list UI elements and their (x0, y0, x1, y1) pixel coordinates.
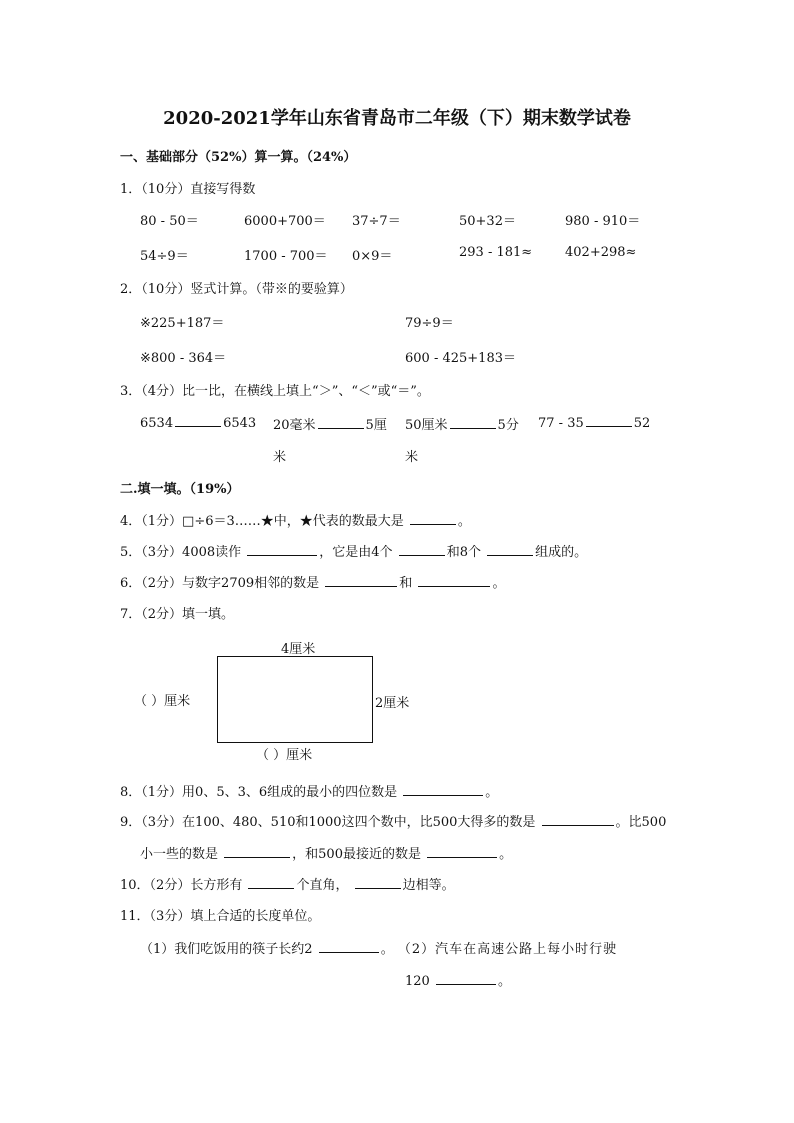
q3-d-right: 52 (633, 416, 651, 431)
answer-blank[interactable] (248, 876, 294, 889)
q8-text: 8．（1分）用0、5、3、6组成的最小的四位数是 (120, 785, 398, 800)
answer-blank[interactable] (450, 416, 496, 429)
q1-item: 0×9＝ (352, 249, 393, 264)
section-heading-1: 一、基础部分（52%）算一算。（24%） (120, 150, 357, 165)
q10-text-b: 个直角， (296, 878, 349, 893)
question-11-heading: 11．（3分）填上合适的长度单位。 (120, 909, 321, 924)
question-6 (120, 572, 505, 591)
q11-part-2: （2）汽车在高速公路上每小时行驶 (397, 942, 618, 957)
q6-end: 。 (492, 576, 506, 591)
q6-text-a: 6．（2分）与数字2709相邻的数是 (120, 576, 320, 591)
answer-blank[interactable] (487, 543, 533, 556)
q9-text-a: 9．（3分）在100、480、510和1000这四个数中，比500大得多的数是 (120, 815, 536, 830)
answer-blank[interactable] (355, 876, 401, 889)
q10-text-c: 边相等。 (402, 878, 455, 893)
question-3-heading: 3．（4分）比一比，在横线上填上“＞”、“＜”或“＝”。 (120, 384, 430, 399)
q3-compare-c (405, 414, 519, 433)
q2-item: ※225+187＝ (140, 316, 225, 331)
section-heading-2: 二.填一填。（19%） (120, 482, 240, 497)
q5-text-c: 和8个 (446, 545, 481, 560)
question-1-heading: 1．（10分）直接写得数 (120, 182, 256, 197)
q3-b-left: 20毫米 (273, 418, 316, 433)
answer-blank[interactable] (436, 972, 496, 985)
q9-text-b: 。比500 (615, 815, 667, 830)
q3-b-right: 5厘 (365, 418, 387, 433)
q3-compare-d (538, 414, 650, 431)
question-5 (120, 541, 587, 560)
answer-blank[interactable] (319, 940, 379, 953)
rect-bottom-label: （ ）厘米 (256, 748, 313, 763)
q1-item: 37÷7＝ (352, 214, 401, 229)
question-11-line-2 (405, 970, 511, 989)
q11-part-1-end: 。 (380, 942, 394, 957)
q3-c-left: 50厘米 (405, 418, 448, 433)
question-9-line-2 (140, 843, 512, 862)
q5-text-d: 组成的。 (535, 545, 588, 560)
q3-compare-b (273, 414, 387, 433)
q3-d-left: 77 - 35 (538, 416, 584, 431)
q9-text-c: 小一些的数是 (140, 847, 219, 862)
question-9-line-1 (120, 811, 666, 830)
answer-blank[interactable] (403, 783, 483, 796)
answer-blank[interactable] (224, 845, 290, 858)
q2-item: 79÷9＝ (405, 316, 454, 331)
question-2-heading: 2．（10分）竖式计算。（带※的要验算） (120, 282, 353, 297)
q10-text-a: 10．（2分）长方形有 (120, 878, 243, 893)
q1-item: 980 - 910＝ (565, 214, 641, 229)
answer-blank[interactable] (399, 543, 445, 556)
q1-item: 80 - 50＝ (140, 214, 199, 229)
q1-item: 293 - 181≈ (459, 245, 533, 260)
q2-item: ※800 - 364＝ (140, 351, 227, 366)
q3-unit-wrap: 米 (273, 450, 287, 465)
rect-top-label: 4厘米 (281, 642, 316, 657)
q11-part-3-end: 。 (497, 974, 511, 989)
question-8 (120, 781, 498, 800)
q3-a-left: 6534 (140, 416, 174, 431)
q1-item: 1700 - 700＝ (244, 249, 328, 264)
question-11-line-1 (140, 938, 617, 957)
question-7-heading: 7．（2分）填一填。 (120, 607, 235, 622)
q3-c-right: 5分 (497, 418, 519, 433)
answer-blank[interactable] (410, 512, 456, 525)
q8-end: 。 (485, 785, 499, 800)
q3-a-right: 6543 (223, 416, 257, 431)
q5-text-a: 5．（3分）4008读作 (120, 545, 242, 560)
answer-blank[interactable] (175, 414, 221, 427)
rectangle-figure (217, 656, 373, 743)
q2-item: 600 - 425+183＝ (405, 351, 516, 366)
q11-part-1: （1）我们吃饭用的筷子长约2 (140, 942, 313, 957)
q6-text-b: 和 (399, 576, 413, 591)
answer-blank[interactable] (318, 416, 364, 429)
page-title: 2020-2021学年山东省青岛市二年级（下）期末数学试卷 (163, 108, 631, 129)
question-4 (120, 510, 471, 529)
q1-item: 50+32＝ (459, 214, 516, 229)
q4-end: 。 (457, 514, 471, 529)
rect-right-label: 2厘米 (375, 696, 410, 711)
q9-text-d: ，和500最接近的数是 (292, 847, 421, 862)
rect-left-label: （ ）厘米 (134, 694, 191, 709)
q11-part-3: 120 (405, 974, 430, 989)
q3-unit-wrap: 米 (405, 450, 419, 465)
question-10 (120, 874, 455, 893)
q1-item: 402+298≈ (565, 245, 637, 260)
answer-blank[interactable] (418, 574, 490, 587)
q9-end: 。 (499, 847, 513, 862)
answer-blank[interactable] (427, 845, 497, 858)
answer-blank[interactable] (586, 414, 632, 427)
q1-item: 54÷9＝ (140, 249, 189, 264)
q1-item: 6000+700＝ (244, 214, 326, 229)
q5-text-b: ，它是由4个 (319, 545, 393, 560)
q4-text: 4．（1分）□÷6＝3……★中，★代表的数最大是 (120, 514, 404, 529)
q3-compare-a (140, 414, 256, 431)
answer-blank[interactable] (542, 813, 614, 826)
answer-blank[interactable] (325, 574, 397, 587)
answer-blank[interactable] (247, 543, 317, 556)
